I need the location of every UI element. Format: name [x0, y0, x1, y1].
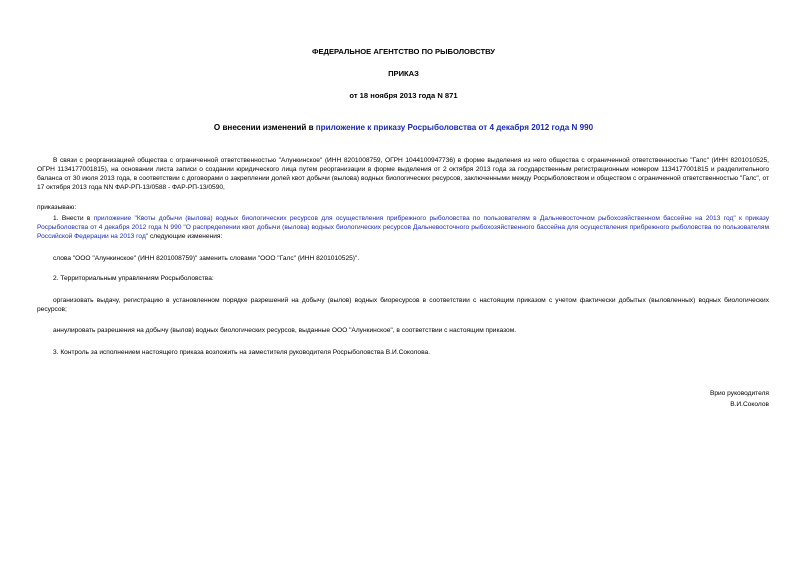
- item1-prefix: 1. Внести в: [53, 215, 94, 222]
- doc-title-text: О внесении изменений в: [213, 123, 316, 132]
- item2-a: организовать выдачу, регистрацию в установленном порядке разрешений на добычу (вылов) водных биоресурсов в соответствии с настоящим приказом с учетом фактически добытых (выловленных) водных биологических ресурсов;: [37, 297, 769, 313]
- item3: 3. Контроль за исполнением настоящего приказа возложить на заместителя руководителя Росрыболовства В.И.Соколова.: [53, 349, 430, 356]
- preamble-paragraph: В связи с реорганизацией общества с ограниченной ответственностью "Алункинское" (ИНН 8201008759, ОГРН 1044100947736) в форме выделения из него общества с ограниченной ответственностью "Галс" (ИНН 8201010525, ОГРН 1134177001815), на основании листа записи о создании юридического лица путем реорганизации в форме выделения от 2 октября 2013 года за государственным регистрационным номером 1134177001815 и разделительного баланса от 30 июля 2013 года, в соответствии с договорами о закреплении долей квот добычи (вылова) водных биологических ресурсов, заключенными между Росрыболовством и обществом с ограниченной ответственностью "Галс", от 17 октября 2013 года NN ФАР-РП-13/0588 - ФАР-РП-13/0590,: [37, 157, 769, 191]
- doc-title-link[interactable]: приложение к приказу Росрыболовства от 4 декабря 2012 года N 990: [315, 123, 594, 132]
- doc-type: ПРИКАЗ: [388, 69, 419, 78]
- item1-sub: слова "ООО "Алункинское" (ИНН 8201008759)" заменить словами "ООО "Галс" (ИНН 8201010525)".: [53, 255, 360, 262]
- signature-name: В.И.Соколов: [730, 401, 769, 408]
- agency-name: ФЕДЕРАЛЬНОЕ АГЕНТСТВО ПО РЫБОЛОВСТВУ: [312, 47, 495, 56]
- doc-title: [0, 123, 807, 132]
- item1-paragraph: [37, 214, 769, 241]
- doc-date-number: от 18 ноября 2013 года N 871: [349, 91, 458, 100]
- item1-suffix: следующие изменения:: [148, 233, 223, 240]
- order-word: приказываю:: [37, 204, 77, 211]
- item2-b: аннулировать разрешения на добычу (вылов) водных биологических ресурсов, выданные ООО "Алункинское", в соответствии с настоящим приказом.: [53, 327, 517, 334]
- signature-position: Врио руководителя: [709, 390, 769, 397]
- item2-heading: 2. Территориальным управлениям Росрыболовства:: [53, 275, 214, 282]
- item1-link[interactable]: приложение "Квоты добычи (вылова) водных биологических ресурсов для осуществления прибрежного рыболовства по пользователям в Дальневосточном рыбохозяйственном бассейне на 2013 год" к приказу Росрыболовства от 4 декабря 2012 года N 990 "О распределении квот добычи (вылова) водных биологических ресурсов Дальневосточного рыбохозяйственного бассейна для осуществления прибрежного рыболовства по пользователям Российской Федерации на 2013 год": [37, 215, 769, 240]
